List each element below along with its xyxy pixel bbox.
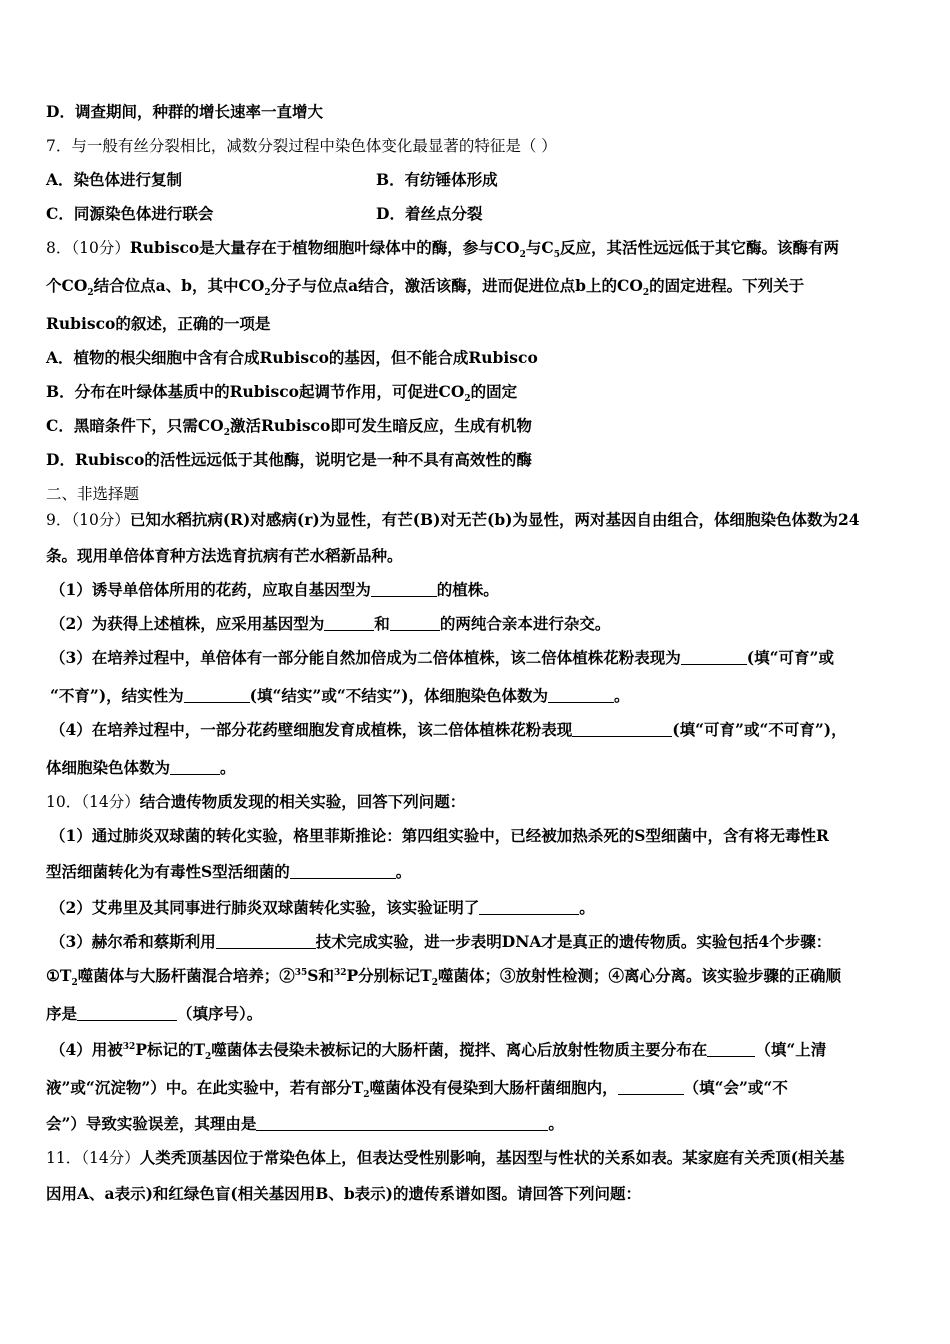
answer-blank	[77, 1005, 177, 1021]
q10-part3-line3: 序是 （填序号）。	[46, 1004, 263, 1023]
q11-stem-line2: 因用A、a表示)和红绿色盲(相关基因用B、b表示)的遗传系谱如图。请回答下列问题：	[46, 1184, 642, 1203]
q11-stem-line1: 11．（14分）人类秃顶基因位于常染色体上，但表达受性别影响，基因型与性状的关系如表。某家庭有关秃顶(相关基	[46, 1148, 845, 1167]
answer-blank	[216, 933, 316, 949]
answer-blank	[681, 649, 747, 665]
q11-number: 11．（14分）	[46, 1149, 140, 1167]
q8-option-d: D．Rubisco的活性远远低于其他酶，说明它是一种不具有高效性的酶	[46, 450, 532, 469]
q10-part3-line1: （3）赫尔希和蔡斯利用 技术完成实验，进一步表明DNA才是真正的遗传物质。实验包括4个步骤：	[50, 932, 832, 951]
q8-option-a: A．植物的根尖细胞中含有合成Rubisco的基因，但不能合成Rubisco	[46, 348, 538, 367]
q9-part2: （2）为获得上述植株，应采用基因型为 和 的两纯合亲本进行杂交。	[50, 614, 611, 633]
answer-blank	[618, 1079, 684, 1095]
q7-stem: 7．与一般有丝分裂相比，减数分裂过程中染色体变化最显著的特征是（ ）	[46, 137, 557, 155]
q10-part4-line2: 液”或“沉淀物”）中。在此实验中，若有部分$T_2$噬菌体没有侵染到大肠杆菌细胞内， （填“会”或“不	[46, 1078, 788, 1101]
q8-option-c: C．黑暗条件下，只需$CO_2$激活Rubisco即可发生暗反应，生成有机物	[46, 416, 532, 439]
answer-blank	[290, 863, 396, 879]
q6-option-d: D．调查期间，种群的增长速率一直增大	[46, 102, 323, 121]
answer-blank	[548, 687, 614, 703]
q9-part4-line2: 体细胞染色体数为 。	[46, 758, 236, 777]
q9-part4-line1: （4）在培养过程中，一部分花药壁细胞发育成植株，该二倍体植株花粉表现 (填“可育”或“不可育”)，	[50, 720, 847, 739]
q8-number: 8．（10分）	[46, 239, 130, 257]
q9-stem-line1: 9．（10分）已知水稻抗病(R)对感病(r)为显性，有芒(B)对无芒(b)为显性，两对基因自由组合，体细胞染色体数为24	[46, 510, 860, 529]
answer-blank	[390, 615, 440, 631]
q9-part1: （1）诱导单倍体所用的花药，应取自基因型为 的植株。	[50, 580, 499, 599]
q9-stem-line2: 条。现用单倍体育种方法选育抗病有芒水稻新品种。	[46, 546, 403, 565]
q7-option-b: B．有纺锤体形成	[376, 170, 498, 189]
answer-blank	[256, 1115, 548, 1131]
q10-part3-line2: $①T_2$噬菌体与大肠杆菌混合培养；②$^{35}$S和$^{32}$P分别标记$T_2$噬菌体；③放射性检测；④离心分离。该实验步骤的正确顺	[46, 966, 841, 989]
q10-part2: （2）艾弗里及其同事进行肺炎双球菌转化实验，该实验证明了 。	[50, 898, 595, 917]
q7-option-d: D．着丝点分裂	[376, 204, 483, 223]
answer-blank	[707, 1041, 755, 1057]
answer-blank	[479, 899, 579, 915]
answer-blank	[184, 687, 250, 703]
q8-stem-line2: 个$CO_2$结合位点a、b，其中$CO_2$分子与位点a结合，激活该酶，进而促进位点b上的$CO_2$的固定进程。下列关于	[46, 276, 805, 299]
q10-part1-line2: 型活细菌转化为有毒性S型活细菌的 。	[46, 862, 412, 881]
q7-option-c: C．同源染色体进行联会	[46, 204, 214, 223]
answer-blank	[572, 721, 672, 737]
answer-blank	[324, 615, 374, 631]
q8-stem-line3: Rubisco的叙述，正确的一项是	[46, 314, 271, 333]
q7-option-a: A．染色体进行复制	[46, 170, 183, 189]
q10-part4-line1: （4）用被$^{32}$P标记的$T_2$噬菌体去侵染未被标记的大肠杆菌，搅拌、离心后放射性物质主要分布在 （填“上清	[50, 1040, 827, 1063]
q8-option-b: B．分布在叶绿体基质中的Rubisco起调节作用，可促进$CO_2$的固定	[46, 382, 518, 405]
section-title: 二、非选择题	[46, 485, 140, 503]
answer-blank	[371, 581, 437, 597]
q9-number: 9．（10分）	[46, 511, 130, 529]
q10-number: 10．（14分）	[46, 793, 140, 811]
q10-part4-line3: 会”）导致实验误差，其理由是 。	[46, 1114, 564, 1133]
q10-part1-line1: （1）通过肺炎双球菌的转化实验，格里菲斯推论：第四组实验中，已经被加热杀死的S型细菌中，含有将无毒性R	[50, 826, 829, 845]
answer-blank	[170, 759, 220, 775]
q9-part3-line2: “不育”)，结实性为 (填“结实”或“不结实”)，体细胞染色体数为 。	[50, 686, 630, 705]
q8-stem-line1: 8．（10分）Rubisco是大量存在于植物细胞叶绿体中的酶，参与$CO_2$与$C_5$反应，其活性远远低于其它酶。该酶有两	[46, 238, 839, 261]
q10-stem: 10．（14分）结合遗传物质发现的相关实验，回答下列问题：	[46, 792, 466, 811]
q9-part3-line1: （3）在培养过程中，单倍体有一部分能自然加倍成为二倍体植株，该二倍体植株花粉表现为 (填“可育”或	[50, 648, 834, 667]
